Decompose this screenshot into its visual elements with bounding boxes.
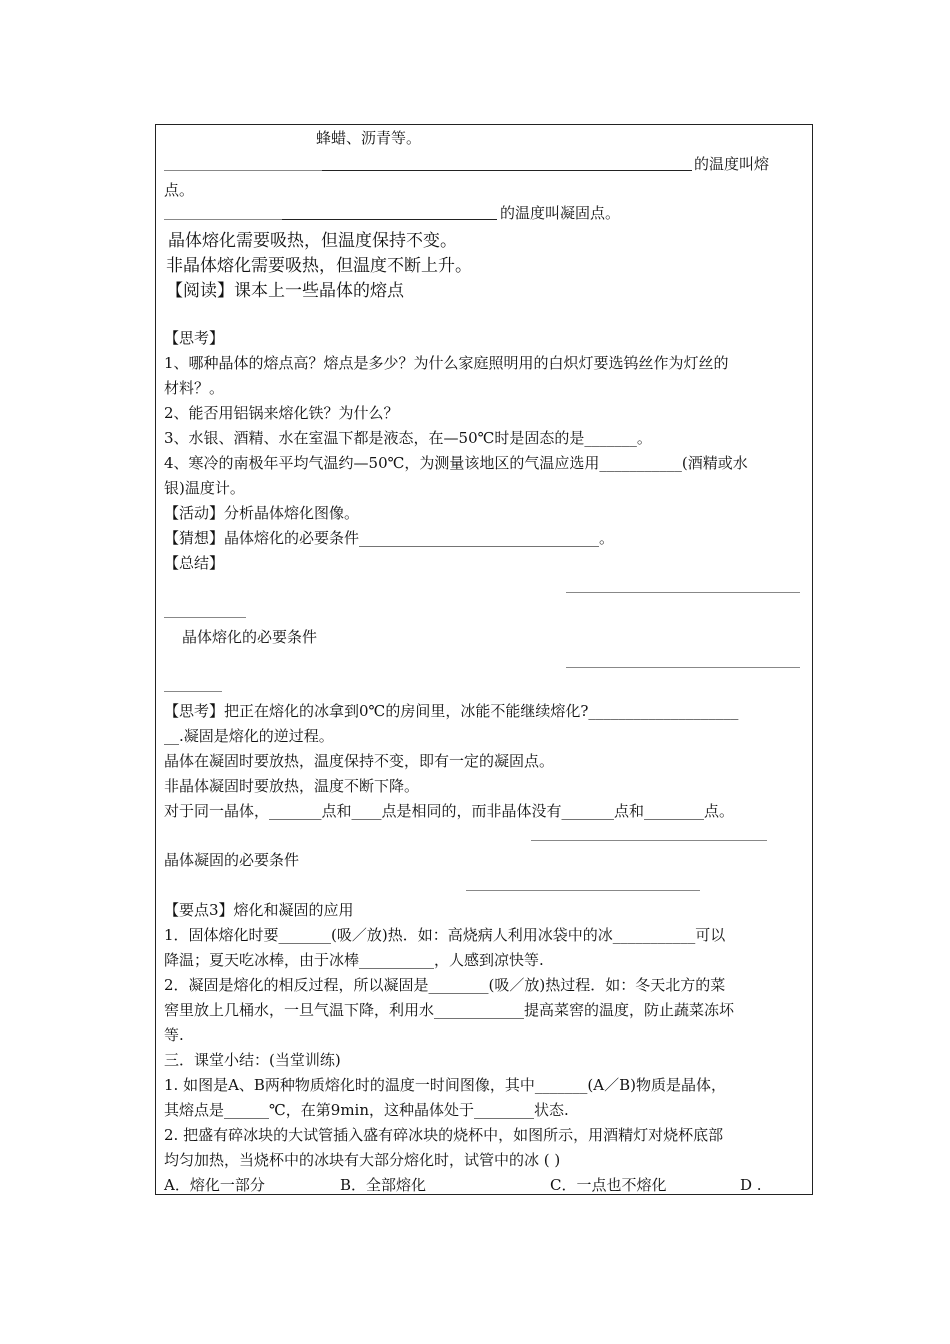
question-line: 其熔点是______℃，在第9min，这种晶体处于________状态. xyxy=(164,1101,569,1119)
section-heading: 【思考】 xyxy=(164,329,225,347)
blank-line xyxy=(164,219,282,220)
blank-line xyxy=(466,890,700,891)
blank-line xyxy=(164,617,246,618)
section-heading: 三．课堂小结：(当堂训练) xyxy=(164,1051,341,1069)
blank-line xyxy=(322,170,692,171)
blank-line xyxy=(566,667,800,668)
blank-line xyxy=(531,840,767,841)
question-line: 窖里放上几桶水，一旦气温下降，利用水____________提高菜窖的温度，防止蔬菜冻坏 xyxy=(164,1001,735,1019)
option-c: C．一点也不熔化 xyxy=(550,1176,667,1194)
text-line: 的温度叫熔 xyxy=(694,155,770,173)
key-statement: 晶体熔化需要吸热，但温度保持不变。 xyxy=(168,231,457,251)
section-heading: 【总结】 xyxy=(164,554,225,572)
question-line: 4、寒冷的南极年平均气温约—50℃，为测量该地区的气温应选用___________(酒精或水 xyxy=(164,454,748,472)
section-heading: 【猜想】晶体熔化的必要条件________________________________。 xyxy=(164,529,615,547)
blank-line xyxy=(164,170,322,171)
question-line: 1. 如图是A、B两种物质熔化时的温度一时间图像，其中_______(A／B)物质是晶体， xyxy=(164,1076,726,1094)
blank-line xyxy=(282,219,497,220)
blank-line xyxy=(164,691,222,692)
text-line: 晶体熔化的必要条件 xyxy=(182,628,318,646)
text-line: 晶体凝固的必要条件 xyxy=(164,851,300,869)
question-line: 1．固体熔化时要_______(吸／放)热．如：高烧病人利用冰袋中的冰___________可以 xyxy=(164,926,726,944)
question-line: 2. 把盛有碎冰块的大试管插入盛有碎冰块的烧杯中，如图所示，用酒精灯对烧杯底部 xyxy=(164,1126,724,1144)
question-line: 对于同一晶体，_______点和____点是相同的，而非晶体没有_______点和________点。 xyxy=(164,802,735,820)
text-line: 点。 xyxy=(164,181,195,199)
text-line: 蜂蜡、沥青等。 xyxy=(316,129,422,147)
question-line: 等. xyxy=(164,1026,184,1044)
option-d: D . xyxy=(740,1176,762,1194)
option-b: B．全部熔化 xyxy=(340,1176,427,1194)
section-heading: 【阅读】课本上一些晶体的熔点 xyxy=(166,281,404,301)
section-heading: 【要点3】熔化和凝固的应用 xyxy=(164,901,354,919)
question-line: 1、哪种晶体的熔点高？熔点是多少？为什么家庭照明用的白炽灯要选钨丝作为灯丝的 xyxy=(164,354,729,372)
section-heading: 【活动】分析晶体熔化图像。 xyxy=(164,504,360,522)
question-line: 2．凝固是熔化的相反过程，所以凝固是________(吸／放)热过程．如：冬天北方的菜 xyxy=(164,976,726,994)
blank-line xyxy=(566,592,800,593)
text-line: __.凝固是熔化的逆过程。 xyxy=(164,727,334,745)
question-line: 2、能否用铝锅来熔化铁？为什么？ xyxy=(164,404,399,422)
text-line: 晶体在凝固时要放热，温度保持不变，即有一定的凝固点。 xyxy=(164,752,555,770)
key-statement: 非晶体熔化需要吸热，但温度不断上升。 xyxy=(166,256,472,276)
text-line: 的温度叫凝固点。 xyxy=(500,204,621,222)
question-line: 3、水银、酒精、水在室温下都是液态，在—50℃时是固态的是_______。 xyxy=(164,429,652,447)
question-line: 材料？。 xyxy=(164,379,225,397)
question-line: 均匀加热，当烧杯中的冰块有大部分熔化时，试管中的冰 ( ) xyxy=(164,1151,561,1169)
question-line: 【思考】把正在熔化的冰拿到0℃的房间里，冰能不能继续熔化?____________________ xyxy=(164,702,739,720)
question-line: 降温；夏天吃冰棒，由于冰棒__________，人感到凉快等. xyxy=(164,951,544,969)
text-line: 非晶体凝固时要放热，温度不断下降。 xyxy=(164,777,420,795)
option-a: A．熔化一部分 xyxy=(164,1176,265,1194)
question-line: 银)温度计。 xyxy=(164,479,245,497)
